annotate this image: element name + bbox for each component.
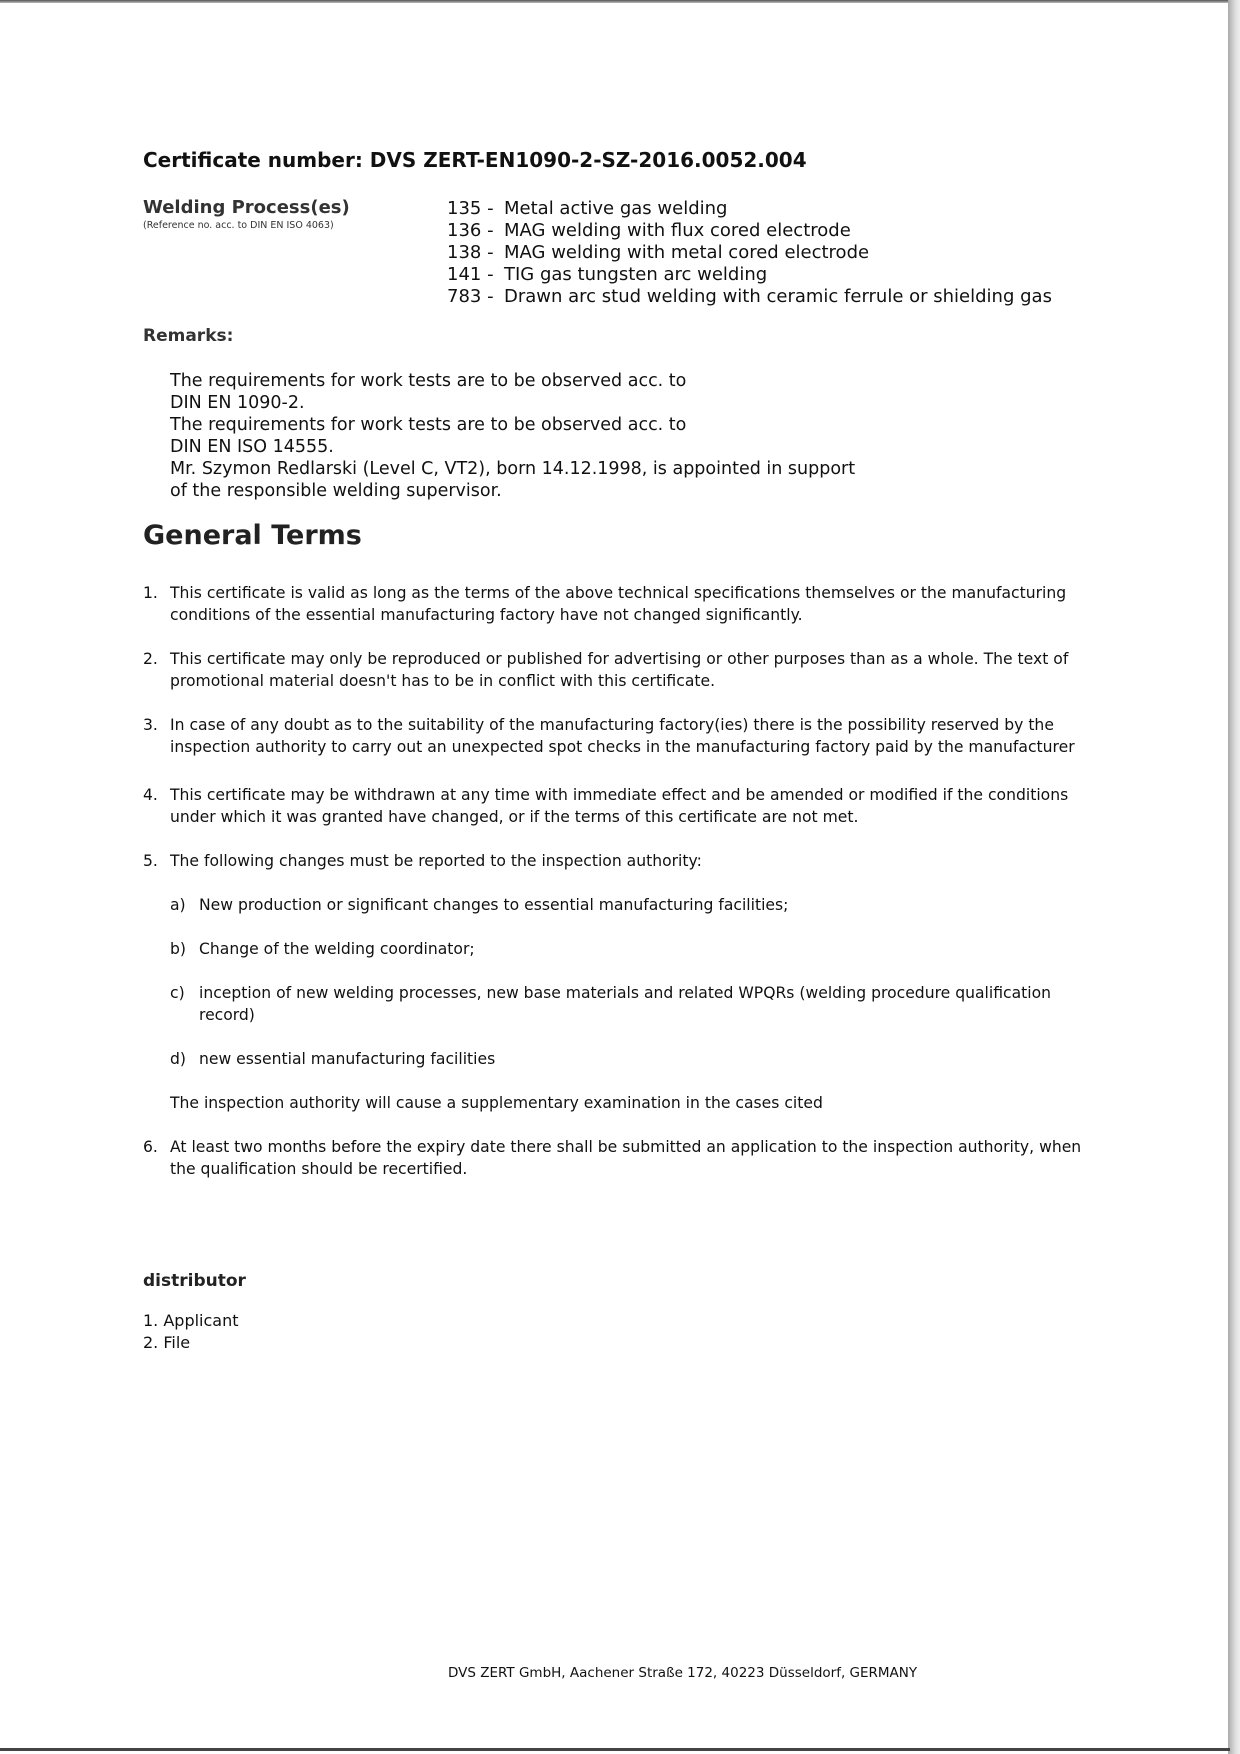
remarks-text xyxy=(170,370,855,502)
welding-process-label: Welding Process(es) xyxy=(143,197,350,218)
term-item: 4. This certificate may be withdrawn at any time with immediate effect and be amended or modified if the conditions under which it was granted have changed, or if the terms of this certificate are not met. xyxy=(143,786,1069,826)
term-sub-item: c) inception of new welding processes, new base materials and related WPQRs (welding procedure qualification record) xyxy=(170,984,1052,1024)
term-item: 5. The following changes must be reported to the inspection authority: xyxy=(143,852,702,870)
term-item: 2. This certificate may only be reproduced or published for advertising or other purposes than as a whole. The text of promotional material doesn't has to be in conflict with this certificate. xyxy=(143,650,1069,690)
process-item: 141 - TIG gas tungsten arc welding xyxy=(447,264,768,285)
general-terms-heading: General Terms xyxy=(143,520,362,551)
scan-bottom-edge xyxy=(0,1748,1230,1751)
process-item: 136 - MAG welding with flux cored electrode xyxy=(447,220,851,241)
welding-process-reference: (Reference no. acc. to DIN EN ISO 4063) xyxy=(143,220,334,231)
term-sub-item: a) New production or significant changes to essential manufacturing facilities; xyxy=(170,896,789,914)
term-note: The inspection authority will cause a supplementary examination in the cases cited xyxy=(170,1094,823,1112)
remark-line: DIN EN ISO 14555. xyxy=(170,437,334,457)
distributor-item: 2. File xyxy=(143,1333,191,1352)
general-terms-list xyxy=(143,582,1103,1202)
term-item: 1. This certificate is valid as long as the terms of the above technical specifications themselves or the manufacturing conditions of the essential manufacturing factory have not changed significantly. xyxy=(143,584,1067,624)
welding-process-list xyxy=(447,198,1052,308)
process-item: 135 - Metal active gas welding xyxy=(447,198,728,219)
certificate-number: Certificate number: DVS ZERT-EN1090-2-SZ-2016.0052.004 xyxy=(143,148,807,172)
term-item: 6. At least two months before the expiry date there shall be submitted an application to the inspection authority, when the qualification should be recertified. xyxy=(143,1138,1082,1178)
distributor-item: 1. Applicant xyxy=(143,1311,239,1330)
remark-line: DIN EN 1090-2. xyxy=(170,393,305,413)
process-item: 138 - MAG welding with metal cored electrode xyxy=(447,242,870,263)
distributor-heading: distributor xyxy=(143,1271,246,1291)
remarks-heading: Remarks: xyxy=(143,326,234,346)
term-sub-item: d) new essential manufacturing facilities xyxy=(170,1050,496,1068)
remark-line: Mr. Szymon Redlarski (Level C, VT2), born 14.12.1998, is appointed in support xyxy=(170,459,856,479)
scan-top-edge xyxy=(0,0,1230,3)
remark-line: The requirements for work tests are to be observed acc. to xyxy=(170,415,687,435)
distributor-list xyxy=(143,1310,239,1354)
term-sub-item: b) Change of the welding coordinator; xyxy=(170,940,475,958)
remark-line: The requirements for work tests are to be observed acc. to xyxy=(170,371,687,391)
footer-address: DVS ZERT GmbH, Aachener Straße 172, 40223 Düsseldorf, GERMANY xyxy=(448,1665,918,1681)
process-item: 783 - Drawn arc stud welding with ceramic ferrule or shielding gas xyxy=(447,286,1052,307)
term-item: 3. In case of any doubt as to the suitability of the manufacturing factory(ies) there is the possibility reserved by the inspection authority to carry out an unexpected spot checks in the manufacturing factory paid by the manufacturer xyxy=(143,716,1075,756)
remark-line: of the responsible welding supervisor. xyxy=(170,481,502,501)
scan-right-edge xyxy=(1228,0,1240,1754)
